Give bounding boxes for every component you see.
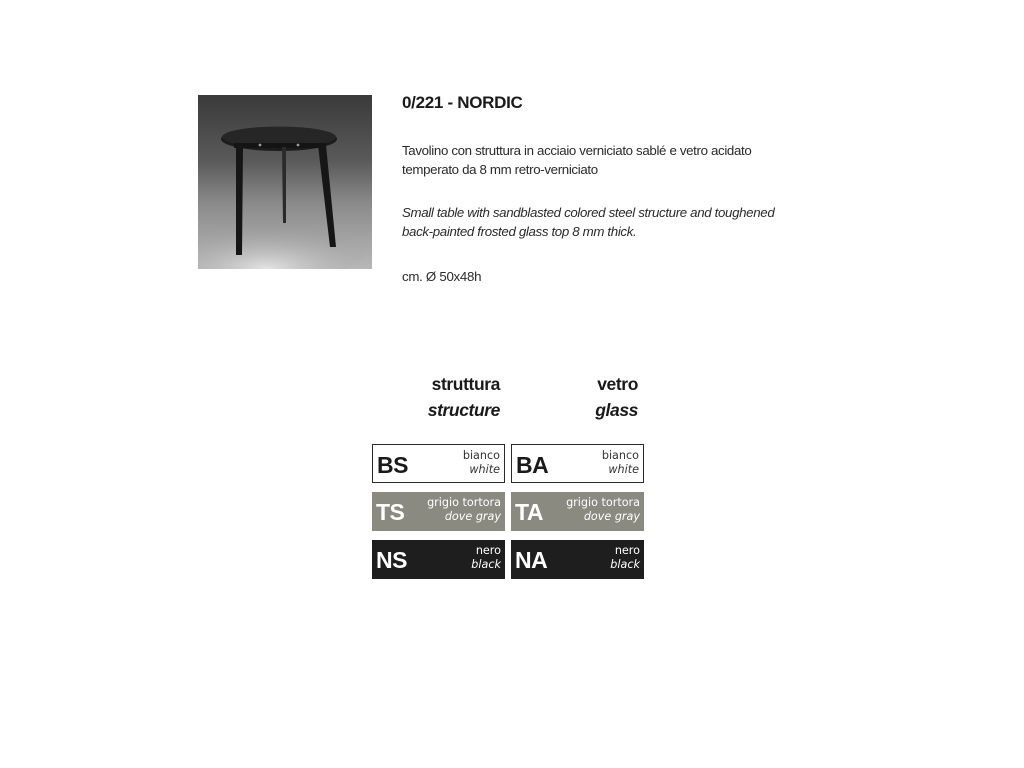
product-photo — [198, 95, 372, 269]
swatch-code: TA — [515, 499, 543, 525]
nordic-table-illustration — [198, 95, 372, 269]
swatch-structure-black — [372, 540, 505, 579]
structure-heading — [380, 371, 500, 423]
swatch-name-en: dove gray — [583, 510, 640, 523]
description-english: Small table with sandblasted colored steel structure and toughened back-painted frosted glass top 8 mm thick. — [402, 205, 775, 239]
swatch-name — [602, 449, 639, 477]
product-title: 0/221 - NORDIC — [402, 93, 523, 112]
swatch-code: BA — [516, 452, 549, 478]
product-dimensions: cm. Ø 50x48h — [402, 269, 482, 284]
swatch-name-en: black — [471, 558, 501, 571]
structure-heading-en: structure — [427, 400, 500, 420]
swatch-glass-black — [511, 540, 644, 579]
swatch-name-it: grigio tortora — [427, 496, 501, 509]
swatch-name — [463, 449, 500, 477]
glass-heading — [518, 371, 638, 423]
swatch-name-it: bianco — [462, 449, 500, 462]
swatch-name — [471, 544, 501, 572]
glass-heading-it: vetro — [597, 374, 638, 394]
swatch-name — [610, 544, 640, 572]
swatch-name-it: nero — [475, 544, 501, 557]
description-italian: Tavolino con struttura in acciaio verniciato sablé e vetro acidato temperato da 8 mm retro-verniciato — [402, 143, 752, 177]
swatch-name-en: black — [610, 558, 640, 571]
swatch-name — [566, 496, 640, 524]
swatch-glass-dove-gray — [511, 492, 644, 531]
swatch-structure-dove-gray — [372, 492, 505, 531]
swatch-name-it: grigio tortora — [566, 496, 640, 509]
swatch-glass-white — [511, 444, 644, 483]
swatch-structure-white — [372, 444, 505, 483]
swatch-name-it: bianco — [601, 449, 639, 462]
swatch-name — [427, 496, 501, 524]
swatch-name-en: white — [608, 463, 639, 476]
swatch-code: NA — [515, 547, 548, 573]
glass-heading-en: glass — [595, 400, 638, 420]
structure-heading-it: struttura — [431, 374, 500, 394]
swatch-name-it: nero — [614, 544, 640, 557]
swatch-name-en: dove gray — [444, 510, 501, 523]
swatch-code: BS — [377, 452, 408, 478]
swatch-code: TS — [376, 499, 405, 525]
swatch-code: NS — [376, 547, 407, 573]
swatch-name-en: white — [469, 463, 500, 476]
